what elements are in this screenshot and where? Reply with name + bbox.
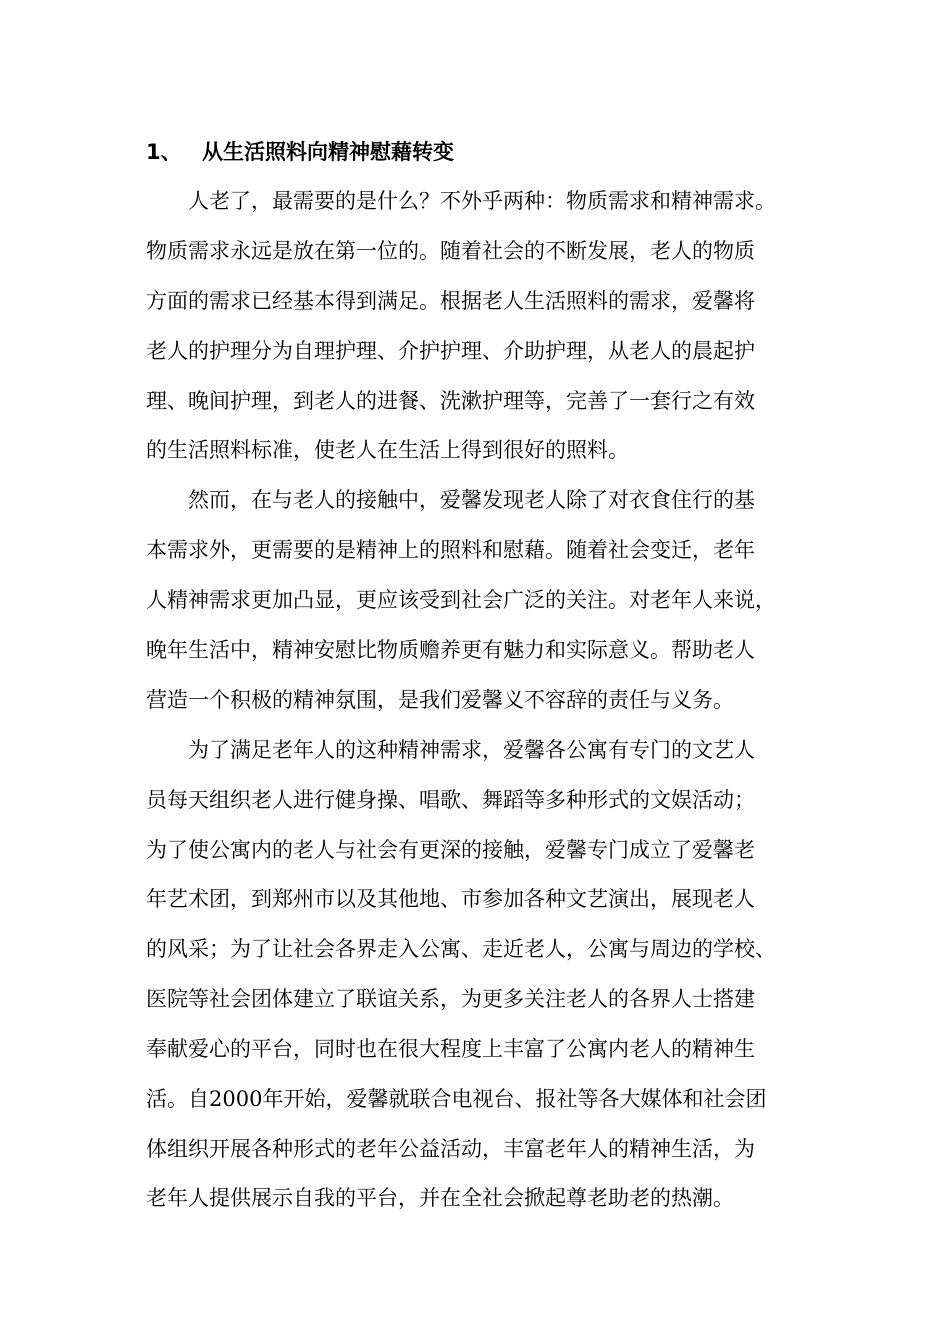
paragraph-line: 体组织开展各种形式的老年公益活动，丰富老年人的精神生活，为 bbox=[146, 1137, 755, 1161]
paragraph-line: 为了满足老年人的这种精神需求，爱馨各公寓有专门的文艺人 bbox=[188, 738, 755, 762]
paragraph-line: 方面的需求已经基本得到满足。根据老人生活照料的需求，爱馨将 bbox=[146, 289, 755, 313]
paragraph-line: 年艺术团，到郑州市以及其他地、市参加各种文艺演出，展现老人 bbox=[146, 887, 755, 911]
paragraph-line: 老人的护理分为自理护理、介护护理、介助护理，从老人的晨起护 bbox=[146, 339, 755, 363]
paragraph-line: 奉献爱心的平台，同时也在很大程度上丰富了公寓内老人的精神生 bbox=[146, 1037, 755, 1061]
paragraph-line: 老年人提供展示自我的平台，并在全社会掀起尊老助老的热潮。 bbox=[146, 1186, 734, 1210]
paragraph-line: 为了使公寓内的老人与社会有更深的接触，爱馨专门成立了爱馨老 bbox=[146, 838, 755, 862]
paragraph-line: 人老了，最需要的是什么？不外乎两种：物质需求和精神需求。 bbox=[188, 189, 776, 213]
paragraph-line: 的生活照料标准，使老人在生活上得到很好的照料。 bbox=[146, 438, 629, 462]
paragraph-line: 人精神需求更加凸显，更应该受到社会广泛的关注。对老年人来说， bbox=[146, 588, 776, 612]
section-number: 1、 bbox=[146, 140, 182, 164]
section-heading bbox=[146, 136, 454, 168]
paragraph-line: 员每天组织老人进行健身操、唱歌、舞蹈等多种形式的文娱活动； bbox=[146, 788, 755, 812]
paragraph-line: 营造一个积极的精神氛围，是我们爱馨义不容辞的责任与义务。 bbox=[146, 688, 734, 712]
paragraph-line: 晚年生活中，精神安慰比物质赡养更有魅力和实际意义。帮助老人 bbox=[146, 638, 755, 662]
paragraph-line: 然而，在与老人的接触中，爱馨发现老人除了对衣食住行的基 bbox=[188, 488, 755, 512]
section-title: 从生活照料向精神慰藉转变 bbox=[202, 140, 454, 164]
paragraph-line: 物质需求永远是放在第一位的。随着社会的不断发展，老人的物质 bbox=[146, 239, 755, 263]
paragraph-line: 医院等社会团体建立了联谊关系，为更多关注老人的各界人士搭建 bbox=[146, 987, 755, 1011]
paragraph-line: 理、晚间护理，到老人的进餐、洗漱护理等，完善了一套行之有效 bbox=[146, 389, 755, 413]
paragraph-line: 的风采；为了让社会各界走入公寓、走近老人，公寓与周边的学校、 bbox=[146, 937, 776, 961]
paragraph-line: 活。自2000年开始，爱馨就联合电视台、报社等各大媒体和社会团 bbox=[146, 1087, 767, 1111]
paragraph-line: 本需求外，更需要的是精神上的照料和慰藉。随着社会变迁，老年 bbox=[146, 538, 755, 562]
